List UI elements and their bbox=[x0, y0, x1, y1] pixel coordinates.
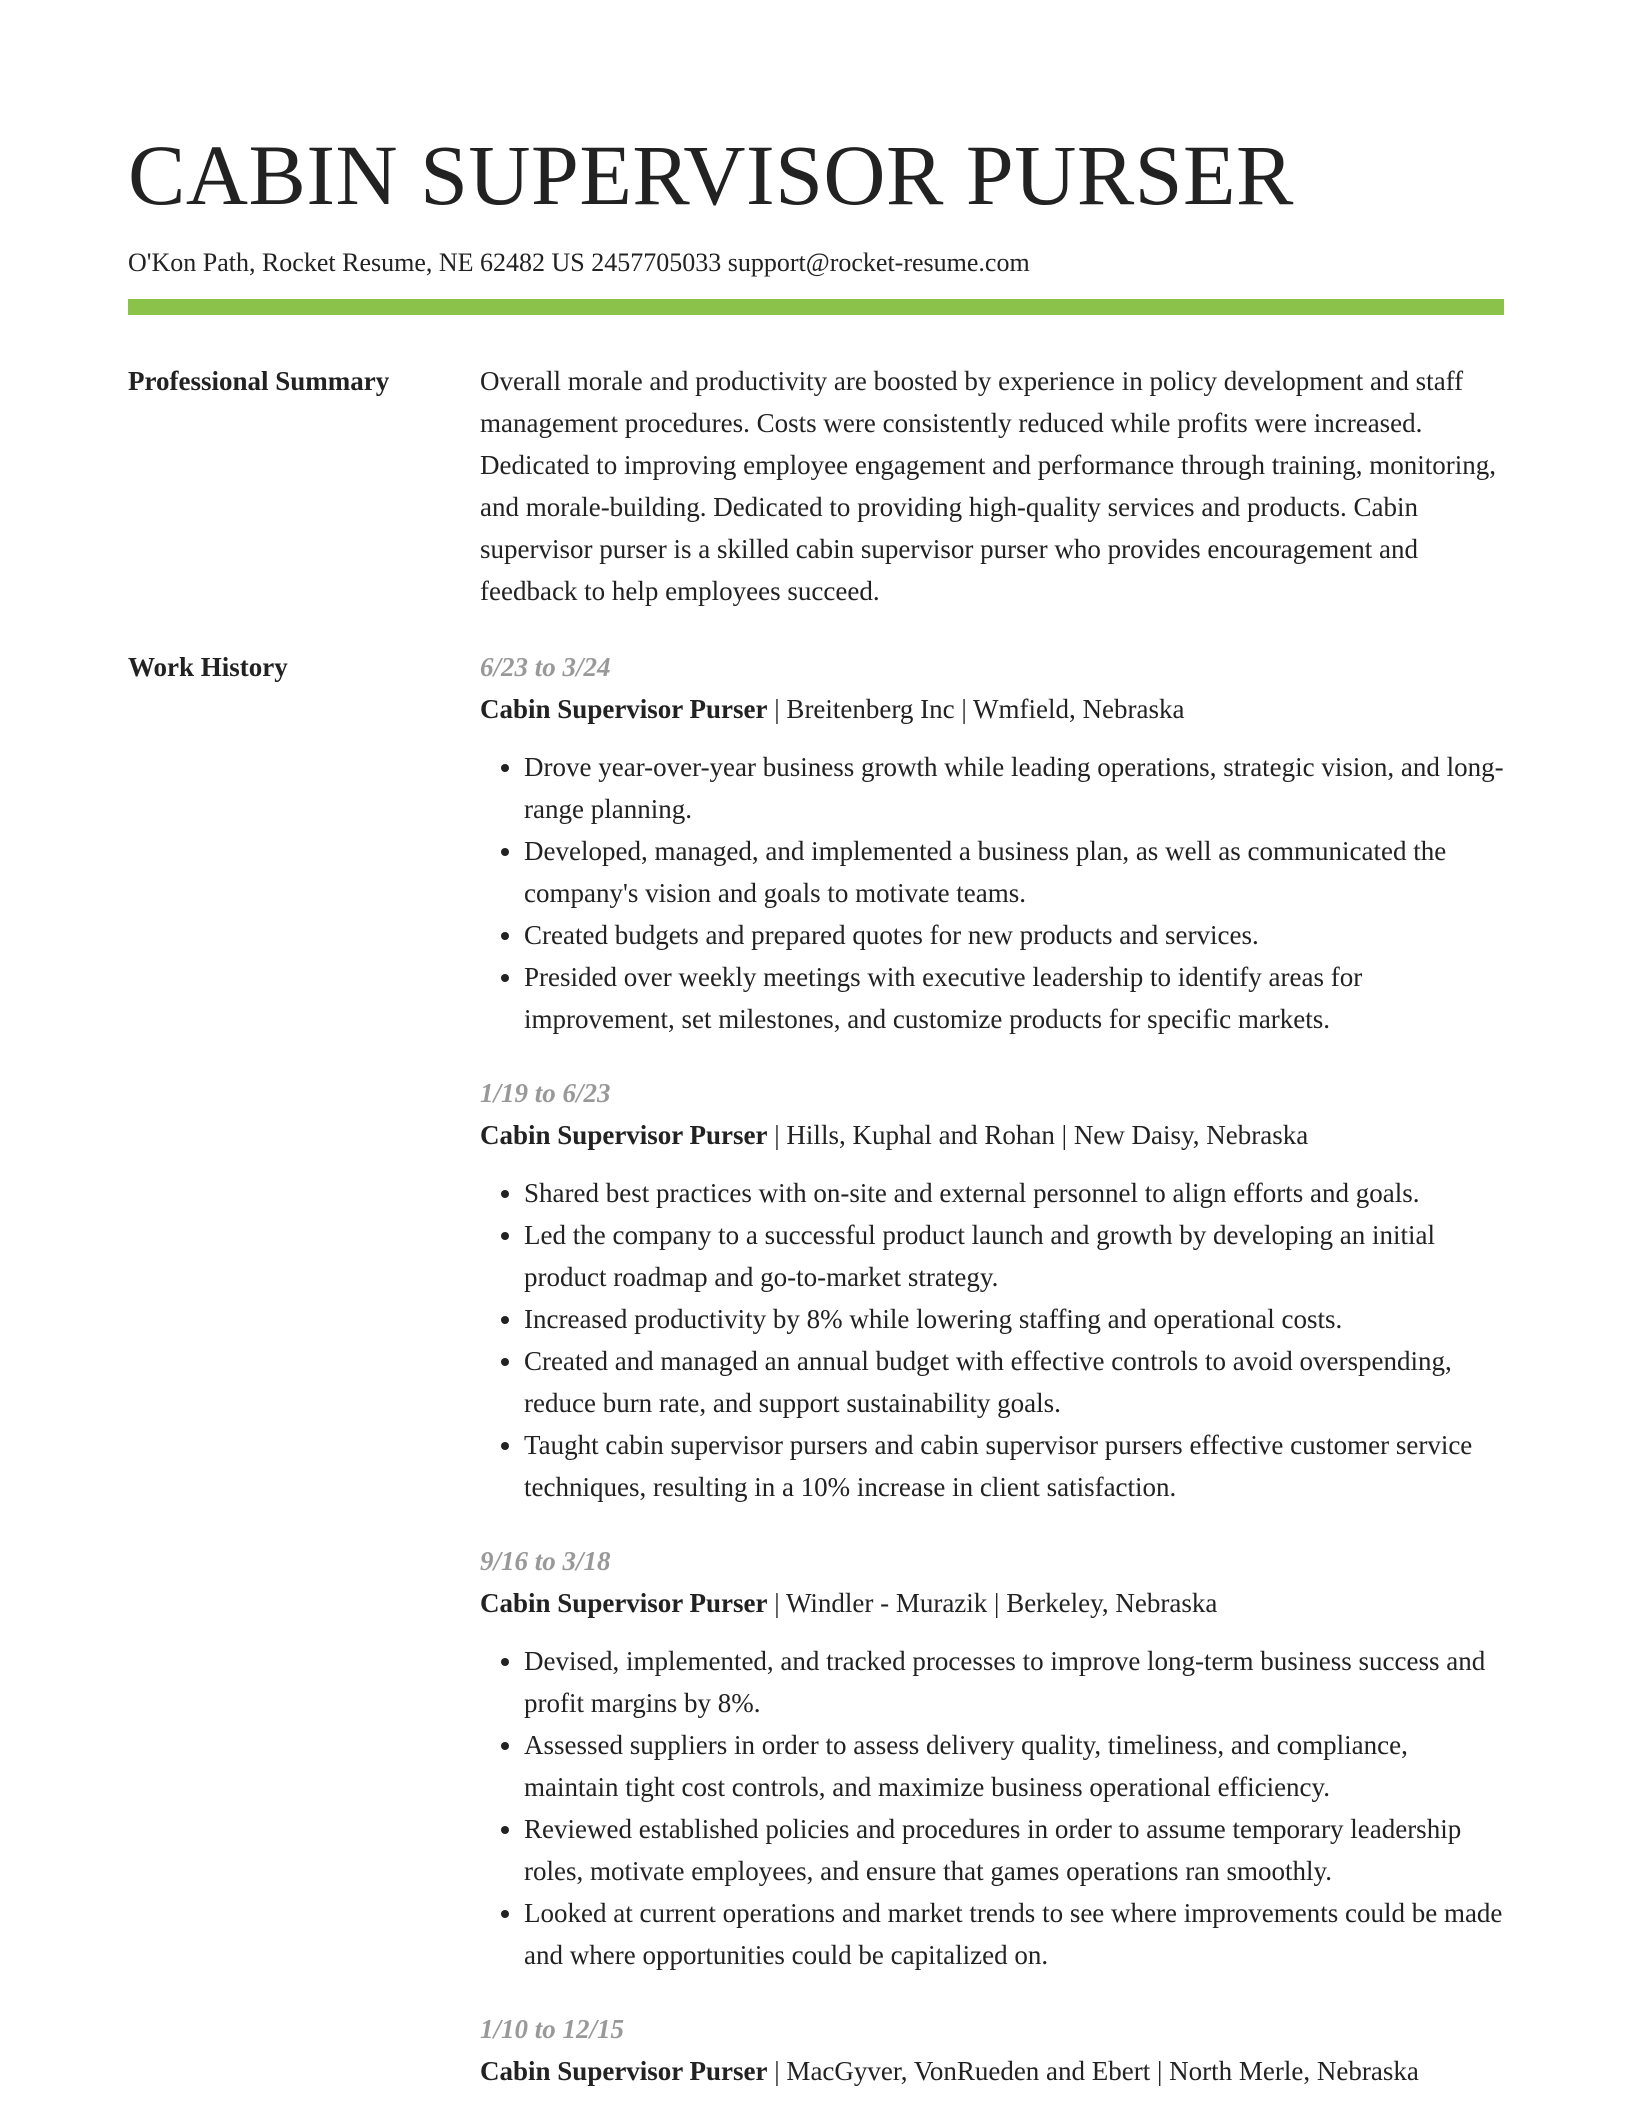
job-employer-location: | Windler - Murazik | Berkeley, Nebraska bbox=[767, 1587, 1218, 1618]
job-entry bbox=[480, 2008, 1504, 2092]
summary-text: Overall morale and productivity are boosted by experience in policy development and staff management procedures. Costs were consistently reduced while profits were increased. Dedicated to improving employee engagement and performance through training, monitoring, and morale-building. Dedicated to providing high-quality services and products. Cabin supervisor purser is a skilled cabin supervisor purser who provides encouragement and feedback to help employees succeed. bbox=[480, 365, 1496, 606]
job-dates: 1/10 to 12/15 bbox=[480, 2013, 625, 2044]
section-label: Professional Summary bbox=[128, 365, 390, 396]
professional-summary-section bbox=[128, 360, 1504, 612]
job-bullet: • Taught cabin supervisor pursers and cabin supervisor pursers effective customer service techniques, resulting in a 10% increase in client satisfaction. bbox=[524, 1424, 1504, 1508]
job-bullet: • Reviewed established policies and procedures in order to assume temporary leadership roles, motivate employees, and ensure that games operations ran smoothly. bbox=[524, 1808, 1504, 1892]
work-history-section bbox=[128, 646, 1504, 2124]
job-bullet-list bbox=[480, 746, 1504, 1040]
job-heading bbox=[480, 1114, 1504, 1156]
job-bullet: • Assessed suppliers in order to assess delivery quality, timeliness, and compliance, maintain tight cost controls, and maximize business operational efficiency. bbox=[524, 1724, 1504, 1808]
job-bullet: • Presided over weekly meetings with executive leadership to identify areas for improvement, set milestones, and customize products for specific markets. bbox=[524, 956, 1504, 1040]
job-bullet: • Devised, implemented, and tracked processes to improve long-term business success and profit margins by 8%. bbox=[524, 1640, 1504, 1724]
job-entry bbox=[480, 1540, 1504, 1976]
job-dates: 1/19 to 6/23 bbox=[480, 1077, 611, 1108]
resume-name: CABIN SUPERVISOR PURSER bbox=[128, 127, 1294, 223]
job-bullet: • Created budgets and prepared quotes for new products and services. bbox=[524, 914, 1504, 956]
job-employer-location: | Hills, Kuphal and Rohan | New Daisy, Nebraska bbox=[767, 1119, 1309, 1150]
job-bullet-list bbox=[480, 1172, 1504, 1508]
job-title: Cabin Supervisor Purser bbox=[480, 1587, 768, 1618]
job-title: Cabin Supervisor Purser bbox=[480, 2055, 768, 2086]
job-title: Cabin Supervisor Purser bbox=[480, 1119, 768, 1150]
job-bullet: • Developed, managed, and implemented a business plan, as well as communicated the company's vision and goals to motivate teams. bbox=[524, 830, 1504, 914]
accent-divider bbox=[128, 299, 1504, 315]
job-heading bbox=[480, 2050, 1504, 2092]
job-list bbox=[480, 646, 1504, 2124]
job-bullet: • Led the company to a successful product launch and growth by developing an initial product roadmap and go-to-market strategy. bbox=[524, 1214, 1504, 1298]
resume-page bbox=[128, 118, 1504, 2124]
contact-info: O'Kon Path, Rocket Resume, NE 62482 US 2457705033 support@rocket-resume.com bbox=[128, 248, 1030, 277]
job-heading bbox=[480, 688, 1504, 730]
job-bullet: • Shared best practices with on-site and external personnel to align efforts and goals. bbox=[524, 1172, 1504, 1214]
section-label: Work History bbox=[128, 651, 288, 682]
job-bullet: • Looked at current operations and market trends to see where improvements could be made and where opportunities could be capitalized on. bbox=[524, 1892, 1504, 1976]
job-dates: 9/16 to 3/18 bbox=[480, 1545, 611, 1576]
job-bullet: • Created and managed an annual budget with effective controls to avoid overspending, reduce burn rate, and support sustainability goals. bbox=[524, 1340, 1504, 1424]
job-entry bbox=[480, 1072, 1504, 1508]
job-dates: 6/23 to 3/24 bbox=[480, 651, 611, 682]
job-heading bbox=[480, 1582, 1504, 1624]
job-employer-location: | Breitenberg Inc | Wmfield, Nebraska bbox=[767, 693, 1185, 724]
job-bullet: • Drove year-over-year business growth while leading operations, strategic vision, and long-range planning. bbox=[524, 746, 1504, 830]
job-employer-location: | MacGyver, VonRueden and Ebert | North Merle, Nebraska bbox=[767, 2055, 1419, 2086]
job-bullet-list bbox=[480, 1640, 1504, 1976]
job-bullet: • Increased productivity by 8% while lowering staffing and operational costs. bbox=[524, 1298, 1504, 1340]
job-title: Cabin Supervisor Purser bbox=[480, 693, 768, 724]
job-entry bbox=[480, 646, 1504, 1040]
